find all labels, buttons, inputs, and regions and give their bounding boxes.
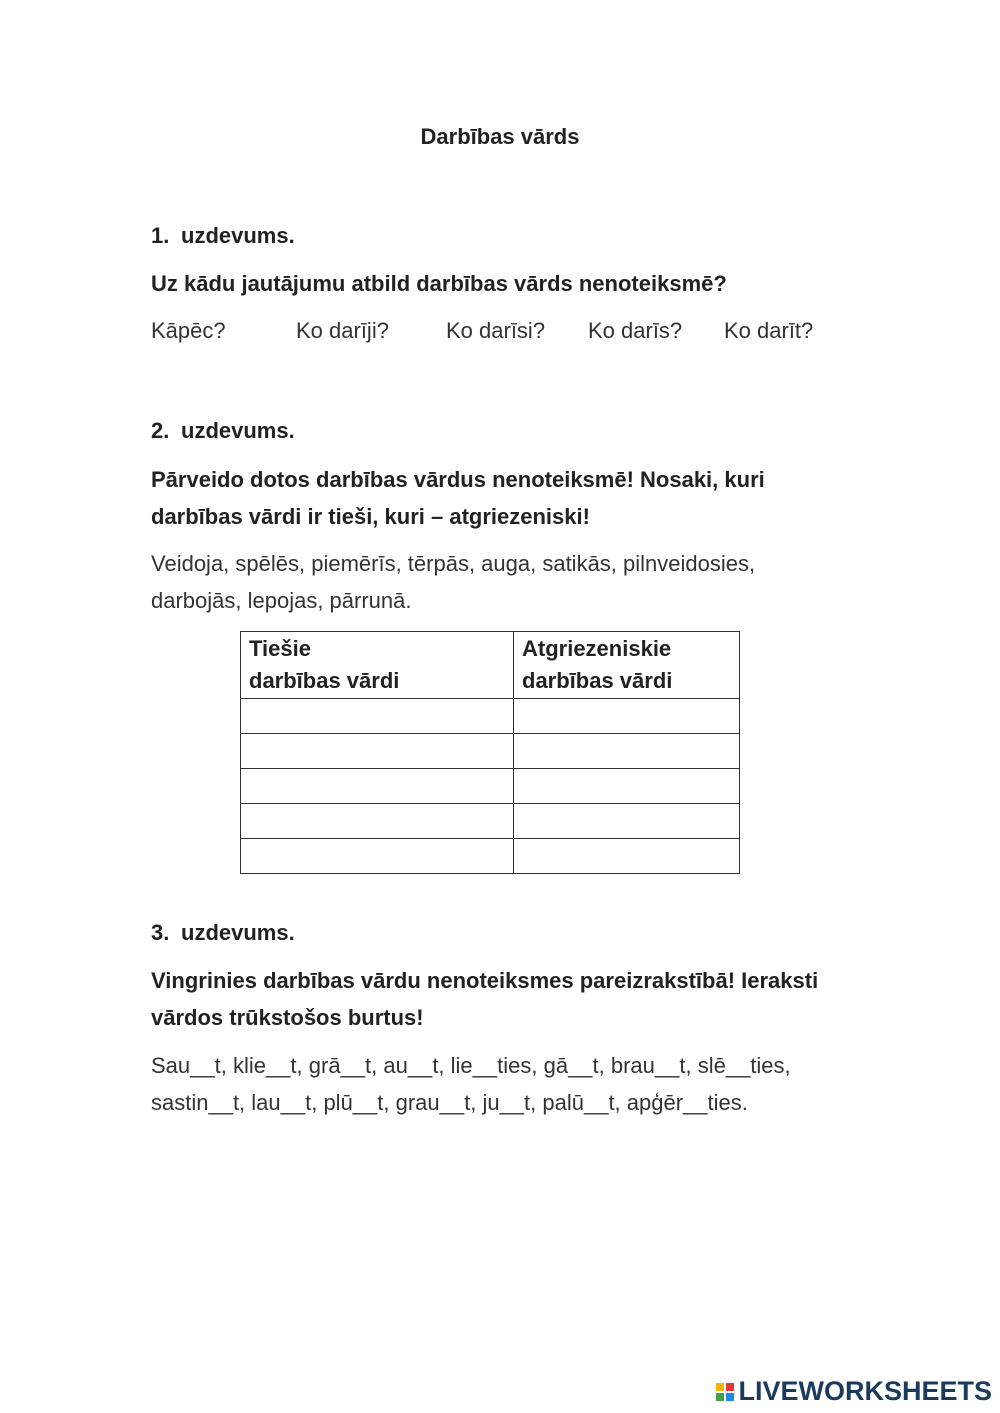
task2-prompt [151, 461, 871, 535]
task1-option[interactable]: Ko darīsi? [446, 318, 546, 343]
task3-prompt [151, 962, 871, 1036]
col-header-line: Atgriezeniskie [522, 636, 672, 661]
task1-prompt: Uz kādu jautājumu atbild darbības vārds nenoteiksmē? [151, 271, 727, 296]
task2-number: 2. [151, 418, 170, 443]
task2-words-line: Veidoja, spēlēs, piemērīs, tērpās, auga, satikās, pilnveidosies, [151, 551, 756, 576]
answer-cell[interactable] [514, 769, 740, 804]
answer-cell[interactable] [241, 804, 514, 839]
answer-cell[interactable] [514, 734, 740, 769]
col-header-line: Tiešie [249, 636, 311, 661]
answer-cell[interactable] [514, 699, 740, 734]
task3-prompt-line: vārdos trūkstošos burtus! [151, 1005, 424, 1030]
answer-cell[interactable] [241, 699, 514, 734]
col-reflexive-verbs [514, 632, 740, 699]
table-header-row [241, 632, 740, 699]
task2-words-line: darbojās, lepojas, pārrunā. [151, 588, 412, 613]
task3-label: uzdevums. [181, 920, 295, 945]
task3-heading [151, 920, 295, 946]
answer-cell[interactable] [241, 769, 514, 804]
verb-classification-table [240, 631, 740, 874]
table-row [241, 734, 740, 769]
answer-cell[interactable] [514, 839, 740, 874]
task3-words-line: Sau__t, klie__t, grā__t, au__t, lie__ties, gā__t, brau__t, slē__ties, [151, 1053, 791, 1078]
col-header-line: darbības vārdi [522, 668, 673, 693]
col-header-line: darbības vārdi [249, 668, 400, 693]
table-row [241, 804, 740, 839]
task1-option[interactable]: Kāpēc? [151, 318, 226, 343]
task3-words-line: sastin__t, lau__t, plū__t, grau__t, ju__t, palū__t, apģēr__ties. [151, 1090, 748, 1115]
logo-text: LIVEWORKSHEETS [738, 1376, 992, 1406]
task2-words [151, 545, 871, 619]
task1-option[interactable]: Ko darīji? [296, 318, 389, 343]
liveworksheets-logo[interactable] [716, 1376, 992, 1407]
task1-heading [151, 223, 295, 249]
task3-prompt-line: Vingrinies darbības vārdu nenoteiksmes pareizrakstībā! Ieraksti [151, 968, 819, 993]
task2-label: uzdevums. [181, 418, 295, 443]
task2-heading [151, 418, 295, 444]
task2-prompt-line: darbības vārdi ir tieši, kuri – atgriezeniski! [151, 504, 590, 529]
task3-number: 3. [151, 920, 170, 945]
page-title: Darbības vārds [420, 124, 580, 149]
table-row [241, 839, 740, 874]
task3-words [151, 1047, 871, 1121]
task1-number: 1. [151, 223, 170, 248]
table-row [241, 769, 740, 804]
answer-cell[interactable] [241, 839, 514, 874]
task1-option[interactable]: Ko darīt? [724, 318, 814, 343]
col-direct-verbs [241, 632, 514, 699]
task1-option[interactable]: Ko darīs? [588, 318, 683, 343]
table-row [241, 699, 740, 734]
liveworksheets-logo-icon [716, 1383, 734, 1401]
task2-prompt-line: Pārveido dotos darbības vārdus nenoteiksmē! Nosaki, kuri [151, 467, 765, 492]
answer-cell[interactable] [241, 734, 514, 769]
answer-cell[interactable] [514, 804, 740, 839]
task1-label: uzdevums. [181, 223, 295, 248]
